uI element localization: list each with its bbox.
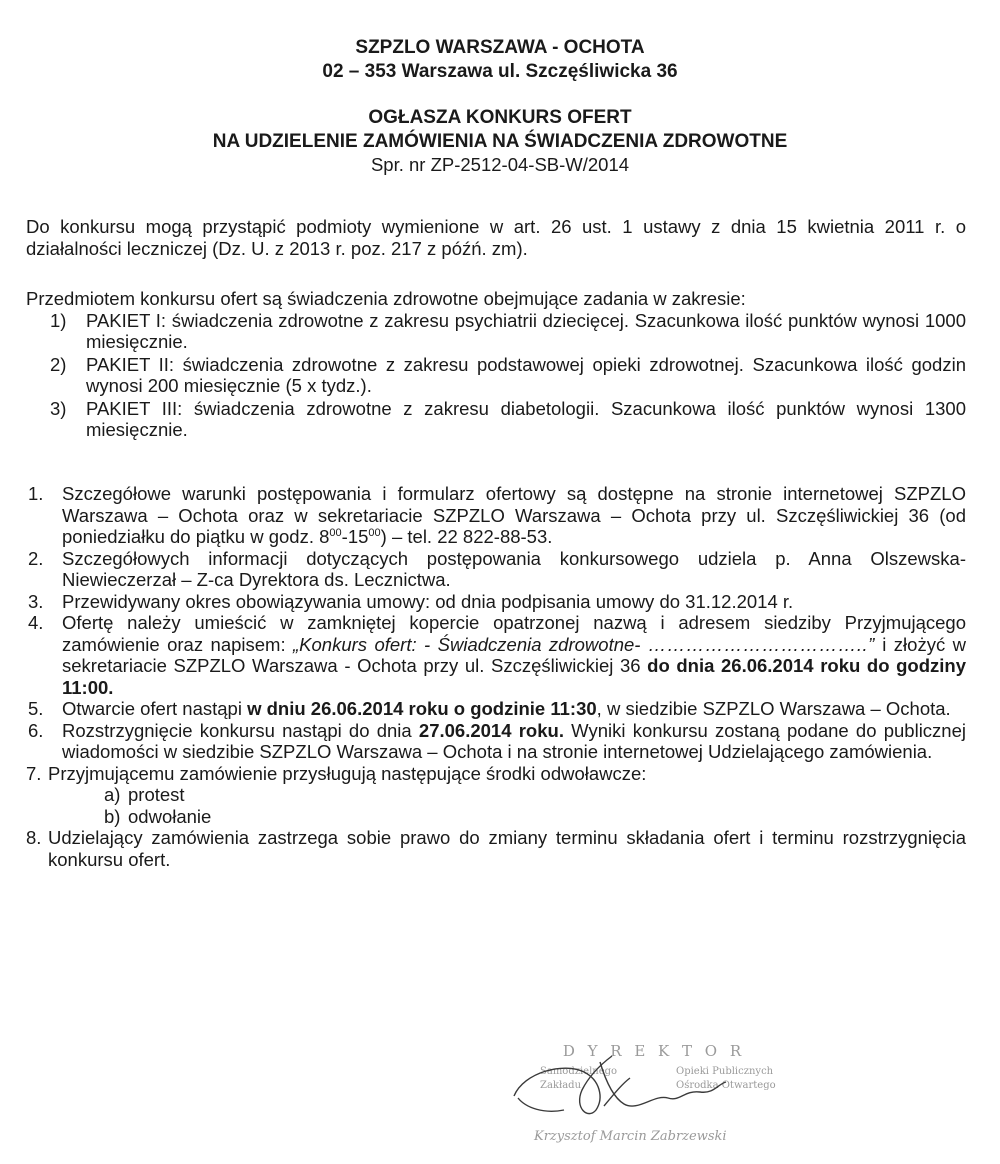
conditions-section <box>26 483 966 870</box>
organization-address: 02 – 353 Warszawa ul. Szczęśliwicka 36 <box>322 61 678 82</box>
condition-text: Szczegółowych informacji dotyczących postępowania konkursowego udziela p. Anna Olszewska-Niewieczerzał – Z-ca Dyrektora ds. Lecznictwa. <box>62 547 966 590</box>
condition-text: Rozstrzygnięcie konkursu nastąpi do dnia <box>62 719 419 741</box>
stamp-line: Zakładu <box>540 1080 582 1091</box>
stamp-name: Krzysztof Marcin Zabrzewski <box>534 1129 727 1144</box>
condition-item-3 <box>26 591 966 613</box>
package-number: 3) <box>50 397 67 419</box>
condition-text: Otwarcie ofert nastąpi <box>62 698 248 719</box>
remedy-text: protest <box>128 784 185 805</box>
condition-item-2 <box>26 548 966 591</box>
document-header <box>0 36 1000 176</box>
case-reference: Spr. nr ZP-2512-04-SB-W/2014 <box>370 154 630 175</box>
envelope-label: „Konkurs ofert: - Świadczenia zdrowotne- <box>293 633 648 655</box>
condition-text: , w siedzibie SZPZLO Warszawa – Ochota. <box>596 698 951 719</box>
condition-number: 5. <box>28 698 44 719</box>
condition-item-5 <box>26 698 966 720</box>
condition-number: 1. <box>28 483 44 504</box>
condition-number: 6. <box>28 719 44 741</box>
condition-item-4 <box>26 612 966 698</box>
condition-item-8 <box>26 827 966 870</box>
condition-item-1 <box>26 483 966 548</box>
stamp-title: D Y R E K T O R <box>562 1042 746 1060</box>
condition-item-7 <box>26 763 966 828</box>
package-text: PAKIET II: świadczenia zdrowotne z zakresu podstawowej opieki zdrowotnej. Szacunkowa ilość godzin wynosi 200 miesięcznie (5 x tydz.). <box>86 353 966 396</box>
condition-text: Ofertę należy umieścić w zamkniętej kopercie opatrzonej nazwą i adresem siedziby Przyjmującego zamówienie oraz napisem: <box>62 612 966 655</box>
submission-deadline: do dnia 26.06.2014 roku do godziny 11:00. <box>62 655 966 698</box>
condition-text: i złożyć w sekretariacie SZPZLO Warszawa - Ochota przy ul. Szczęśliwickiej 36 <box>62 633 966 676</box>
package-number: 2) <box>50 353 67 375</box>
resolution-date: 27.06.2014 roku. <box>418 719 564 741</box>
subject-lead: Przedmiotem konkursu ofert są świadczenia zdrowotne obejmujące zadania w zakresie: <box>26 288 746 309</box>
remedy-item <box>104 784 966 806</box>
package-item <box>26 354 966 397</box>
package-item <box>26 398 966 441</box>
announcement-title: OGŁASZA KONKURS OFERT <box>368 107 632 128</box>
remedy-text: odwołanie <box>128 805 212 827</box>
package-item <box>26 310 966 353</box>
condition-text: -15 <box>341 526 369 547</box>
remedies-list <box>48 784 966 827</box>
stamp-line: Ośrodka Otwartego <box>676 1080 776 1091</box>
package-text: PAKIET I: świadczenia zdrowotne z zakresu psychiatrii dziecięcej. Szacunkowa ilość punktów wynosi 1000 miesięcznie. <box>86 309 966 352</box>
stamp-line: Samodzielnego <box>540 1066 618 1077</box>
package-list <box>26 310 966 441</box>
stamp-line: Opieki Publicznych <box>676 1066 774 1077</box>
condition-number: 8. <box>26 827 42 848</box>
director-stamp-signature <box>504 1032 794 1152</box>
envelope-label-dots: ……………………………..” <box>647 633 875 655</box>
condition-number: 4. <box>28 612 44 633</box>
conditions-list <box>26 483 966 870</box>
condition-item-6 <box>26 720 966 763</box>
subject-section <box>26 288 966 442</box>
hour-superscript: 00 <box>368 526 381 539</box>
condition-number: 3. <box>28 590 44 612</box>
organization-name: SZPZLO WARSZAWA - OCHOTA <box>355 37 645 58</box>
remedy-letter: a) <box>104 784 121 805</box>
remedy-item <box>104 806 966 828</box>
announcement-subtitle: NA UDZIELENIE ZAMÓWIENIA NA ŚWIADCZENIA ZDROWOTNE <box>212 131 788 152</box>
condition-text: Udzielający zamówienia zastrzega sobie prawo do zmiany terminu składania ofert i terminu rozstrzygnięcia konkursu ofert. <box>48 827 966 870</box>
condition-text: ) – tel. 22 822-88-53. <box>380 526 553 547</box>
condition-text: Przewidywany okres obowiązywania umowy: od dnia podpisania umowy do 31.12.2014 r. <box>62 590 794 612</box>
package-text: PAKIET III: świadczenia zdrowotne z zakresu diabetologii. Szacunkowa ilość punktów wynosi 1300 miesięcznie. <box>86 397 966 440</box>
condition-text: Szczegółowe warunki postępowania i formularz ofertowy są dostępne na stronie internetowej SZPZLO Warszawa – Ochota oraz w sekretariacie SZPZLO Warszawa – Ochota przy ul. Szczęśliwickiej 36 (od poniedziałku do piątku w godz. 8 <box>62 483 966 547</box>
condition-text: Przyjmującemu zamówienie przysługują następujące środki odwoławcze: <box>48 762 647 784</box>
condition-number: 7. <box>26 762 42 784</box>
remedy-letter: b) <box>104 805 121 827</box>
hour-superscript: 00 <box>329 526 342 539</box>
opening-date: w dniu 26.06.2014 roku o godzinie 11:30 <box>247 698 597 719</box>
intro-paragraph: Do konkursu mogą przystąpić podmioty wymienione w art. 26 ust. 1 ustawy z dnia 15 kwietnia 2011 r. o działalności leczniczej (Dz. U. z 2013 r. poz. 217 z późń. zm). <box>26 216 966 259</box>
condition-text: Wyniki konkursu zostaną podane do publicznej wiadomości w siedzibie SZPZLO Warszawa – Ochota i na stronie internetowej Udzielającego zamówienia. <box>62 719 966 762</box>
condition-number: 2. <box>28 547 44 569</box>
package-number: 1) <box>50 309 67 331</box>
